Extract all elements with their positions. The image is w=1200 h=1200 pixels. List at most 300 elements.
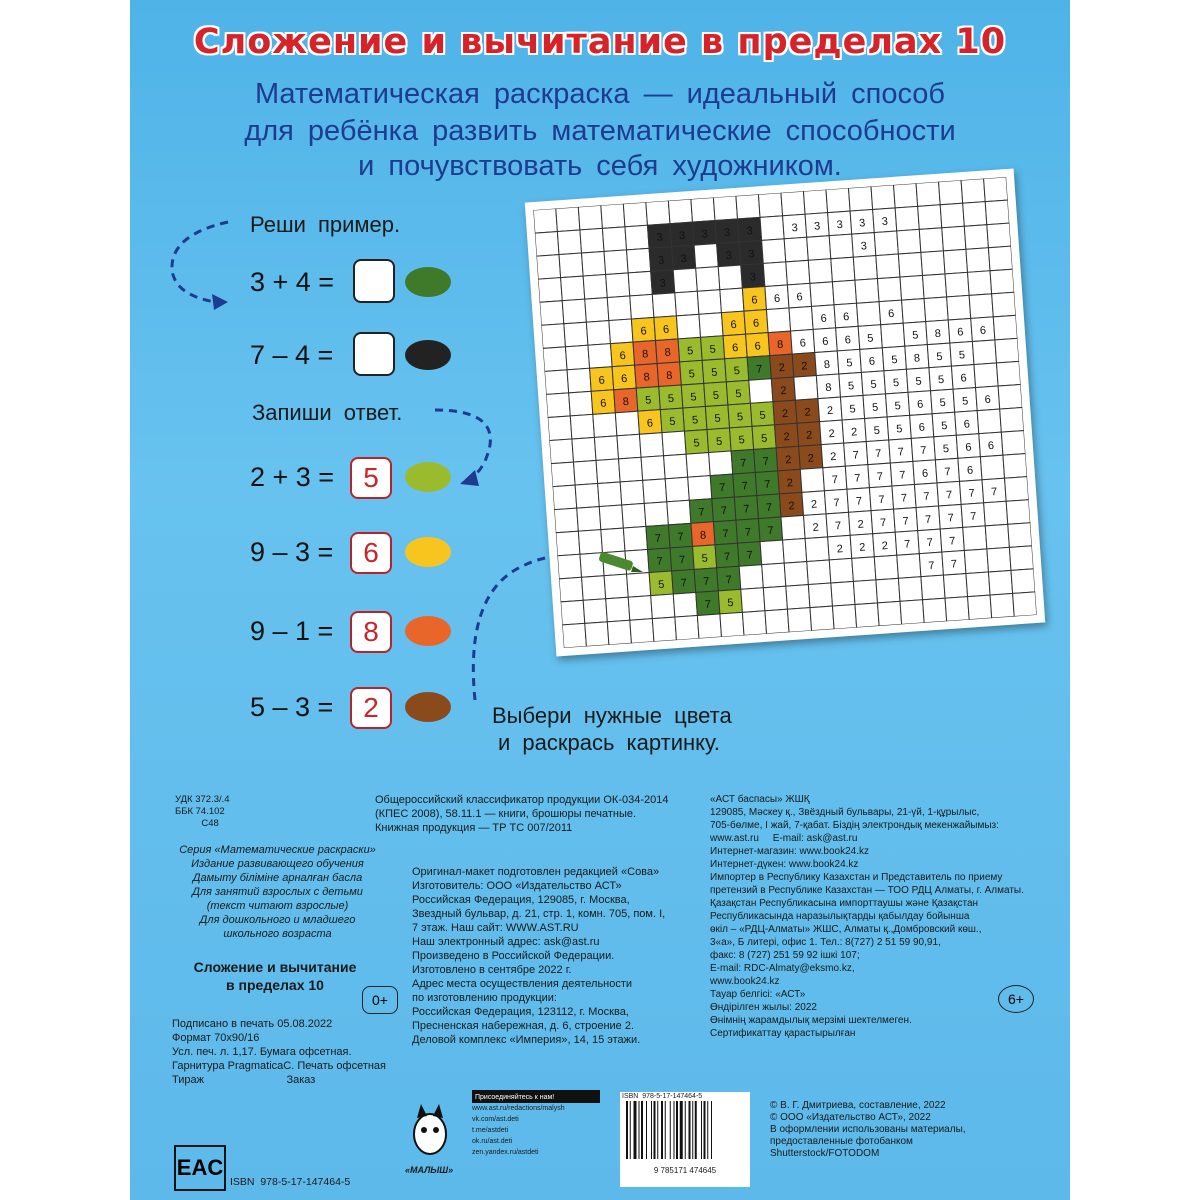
- grid-cell[interactable]: [567, 368, 591, 393]
- grid-cell-number: 2: [828, 427, 836, 441]
- grid-cell[interactable]: [943, 249, 967, 274]
- grid-cell[interactable]: [1006, 500, 1030, 525]
- grid-cell[interactable]: [972, 340, 996, 365]
- grid-cell[interactable]: [945, 597, 969, 622]
- grid-cell[interactable]: [709, 451, 733, 476]
- grid-cell-number: 2: [857, 518, 865, 531]
- grid-cell[interactable]: [848, 186, 872, 211]
- grid-cell[interactable]: [895, 206, 919, 231]
- grid-cell[interactable]: [601, 204, 625, 229]
- grid-cell-number: 6: [773, 292, 781, 306]
- grid-cell[interactable]: [675, 291, 699, 316]
- grid-cell[interactable]: [940, 203, 964, 228]
- grid-cell[interactable]: [781, 515, 805, 540]
- grid-cell-number: 7: [924, 513, 932, 527]
- grid-cell-number: 7: [718, 481, 726, 495]
- grid-cell-number: 8: [643, 371, 651, 384]
- grid-cell[interactable]: [559, 253, 583, 278]
- grid-cell[interactable]: [942, 226, 966, 251]
- grid-cell[interactable]: [574, 460, 598, 485]
- grid-cell[interactable]: [736, 194, 760, 219]
- isbn-text: ISBN 978-5-17-147464-5: [230, 1176, 351, 1188]
- grid-cell[interactable]: [923, 598, 947, 623]
- grid-cell-number: 7: [948, 535, 956, 548]
- grid-cell[interactable]: [810, 606, 834, 631]
- grid-cell[interactable]: [968, 271, 992, 296]
- grid-cell[interactable]: [855, 279, 879, 304]
- grid-cell[interactable]: [758, 193, 782, 218]
- grid-cell[interactable]: [831, 581, 855, 606]
- social-link[interactable]: ok.ru/ast.deti: [472, 1138, 513, 1145]
- grid-cell[interactable]: [594, 436, 618, 461]
- grid-cell-number: 5: [734, 388, 742, 401]
- answer-box: 8: [350, 611, 392, 653]
- grid-cell-number: 8: [934, 327, 942, 341]
- grid-cell[interactable]: [562, 299, 586, 324]
- grid-cell[interactable]: [556, 207, 580, 232]
- grid-cell[interactable]: [990, 269, 1014, 294]
- social-link[interactable]: vk.com/ast.deti: [472, 1116, 519, 1123]
- grid-cell[interactable]: [551, 462, 575, 487]
- grid-cell[interactable]: [966, 572, 990, 597]
- grid-cell[interactable]: [762, 563, 786, 588]
- answer-box-empty[interactable]: [353, 259, 395, 303]
- grid-cell[interactable]: [810, 282, 834, 307]
- grid-cell-number: 2: [829, 450, 837, 464]
- grid-cell[interactable]: [607, 620, 631, 645]
- grid-cell[interactable]: [556, 531, 580, 556]
- grid-cell-number: 3: [701, 228, 709, 241]
- grid-cell-number: 6: [964, 441, 972, 454]
- grid-cell[interactable]: [900, 600, 924, 625]
- grid-cell-number: 7: [928, 559, 935, 573]
- grid-cell[interactable]: [606, 597, 630, 622]
- grid-cell-number: 7: [677, 531, 685, 544]
- grid-cell[interactable]: [857, 302, 881, 327]
- grid-cell[interactable]: [781, 191, 805, 216]
- grid-cell[interactable]: [900, 275, 924, 300]
- grid-cell-number: 8: [823, 358, 831, 372]
- grid-cell[interactable]: [853, 256, 877, 281]
- grid-cell[interactable]: [536, 255, 560, 280]
- grid-cell[interactable]: [535, 232, 559, 257]
- grid-cell[interactable]: [699, 313, 723, 338]
- social-link[interactable]: www.ast.ru/redactions/malysh: [472, 1105, 565, 1112]
- grid-cell[interactable]: [963, 202, 987, 227]
- grid-cell[interactable]: [1013, 592, 1037, 617]
- grid-cell[interactable]: [548, 416, 572, 441]
- grid-cell[interactable]: [582, 576, 606, 601]
- grid-cell[interactable]: [794, 376, 818, 401]
- grid-cell[interactable]: [627, 248, 651, 273]
- grid-cell[interactable]: [564, 322, 588, 347]
- grid-cell[interactable]: [1005, 477, 1029, 502]
- grid-cell-number: 6: [956, 326, 964, 339]
- grid-cell[interactable]: [646, 201, 670, 226]
- grid-cell[interactable]: [919, 228, 943, 253]
- grid-cell[interactable]: [749, 379, 773, 404]
- grid-cell[interactable]: [697, 614, 721, 639]
- grid-cell-number: 2: [800, 360, 808, 373]
- age-badge: 6+: [998, 985, 1034, 1013]
- grid-cell-number: 7: [855, 495, 863, 508]
- grid-cell-number: 2: [781, 407, 789, 421]
- grid-cell-number: 3: [680, 252, 688, 266]
- grid-cell[interactable]: [1003, 454, 1027, 479]
- grid-cell[interactable]: [570, 414, 594, 439]
- grid-cell[interactable]: [639, 433, 663, 458]
- grid-cell[interactable]: [583, 599, 607, 624]
- grid-cell[interactable]: [763, 262, 787, 287]
- grid-cell-number: 7: [899, 469, 907, 482]
- grid-cell[interactable]: [667, 500, 691, 525]
- grid-cell[interactable]: [1008, 523, 1032, 548]
- grid-cell[interactable]: [561, 600, 585, 625]
- grid-cell[interactable]: [619, 457, 643, 482]
- grid-cell-number: 2: [836, 543, 844, 556]
- grid-cell[interactable]: [652, 293, 676, 318]
- grid-cell[interactable]: [877, 277, 901, 302]
- grid-cell-number: 5: [942, 442, 950, 456]
- grid-cell[interactable]: [984, 177, 1008, 202]
- grid-cell[interactable]: [855, 603, 879, 628]
- grid-cell[interactable]: [964, 549, 988, 574]
- grid-cell[interactable]: [763, 586, 787, 611]
- grid-cell-number: 5: [759, 409, 767, 422]
- grid-cell-number: 7: [852, 449, 860, 462]
- grid-cell[interactable]: [1001, 431, 1025, 456]
- grid-cell[interactable]: [786, 585, 810, 610]
- grid-cell[interactable]: [898, 577, 922, 602]
- grid-cell[interactable]: [622, 503, 646, 528]
- grid-cell[interactable]: [664, 454, 688, 479]
- grid-cell-number: 7: [874, 447, 882, 461]
- grid-cell-number: 3: [860, 240, 868, 253]
- grid-cell-number: 5: [760, 432, 768, 445]
- grid-cell[interactable]: [783, 538, 807, 563]
- grid-cell[interactable]: [609, 319, 633, 344]
- grid-cell[interactable]: [582, 251, 606, 276]
- grid-cell[interactable]: [921, 575, 945, 600]
- grid-cell[interactable]: [559, 577, 583, 602]
- grid-cell-number: 5: [845, 357, 853, 370]
- grid-cell-number: 6: [887, 307, 895, 321]
- grid-cell[interactable]: [921, 251, 945, 276]
- grid-cell[interactable]: [897, 229, 921, 254]
- grid-cell[interactable]: [988, 246, 1012, 271]
- grid-cell[interactable]: [553, 485, 577, 510]
- grid-cell[interactable]: [832, 280, 856, 305]
- grid-cell[interactable]: [805, 537, 829, 562]
- grid-cell[interactable]: [874, 231, 898, 256]
- grid-cell-number: 7: [744, 526, 752, 539]
- grid-cell[interactable]: [829, 558, 853, 583]
- grid-cell[interactable]: [688, 476, 712, 501]
- grid-cell[interactable]: [987, 223, 1011, 248]
- grid-cell-number: 3: [746, 225, 754, 238]
- choose-label-2: и раскрась картинку.: [498, 730, 720, 755]
- grid-cell[interactable]: [628, 596, 652, 621]
- grid-cell[interactable]: [675, 616, 699, 641]
- grid-cell-number: 7: [680, 577, 688, 590]
- grid-cell[interactable]: [562, 623, 586, 648]
- grid-cell[interactable]: [980, 455, 1004, 480]
- grid-cell-number: 8: [699, 529, 707, 542]
- grid-cell-number: 7: [950, 558, 958, 571]
- grid-cell[interactable]: [947, 295, 971, 320]
- grid-cell[interactable]: [686, 453, 710, 478]
- grid-cell[interactable]: [789, 306, 813, 331]
- grid-cell-number: 6: [754, 340, 762, 353]
- grid-cell[interactable]: [881, 323, 905, 348]
- grid-cell[interactable]: [829, 234, 853, 259]
- grid-cell-number: 5: [892, 376, 900, 390]
- grid-cell[interactable]: [878, 601, 902, 626]
- grid-cell[interactable]: [565, 345, 589, 370]
- grid-cell[interactable]: [662, 431, 686, 456]
- grid-cell[interactable]: [985, 200, 1009, 225]
- grid-cell[interactable]: [585, 622, 609, 647]
- grid-cell[interactable]: [943, 574, 967, 599]
- grid-cell[interactable]: [676, 314, 700, 339]
- grid-cell[interactable]: [557, 230, 581, 255]
- grid-cell[interactable]: [586, 321, 610, 346]
- grid-cell-number: 6: [921, 467, 929, 481]
- grid-cell[interactable]: [628, 271, 652, 296]
- grid-cell[interactable]: [760, 540, 784, 565]
- grid-cell[interactable]: [992, 292, 1016, 317]
- grid-cell[interactable]: [569, 391, 593, 416]
- grid-cell[interactable]: [577, 507, 601, 532]
- grid-cell[interactable]: [853, 580, 877, 605]
- grid-cell[interactable]: [561, 276, 585, 301]
- grid-cell-number: 2: [850, 426, 858, 439]
- grid-cell[interactable]: [939, 180, 963, 205]
- grid-cell[interactable]: [985, 524, 1009, 549]
- grid-cell[interactable]: [787, 608, 811, 633]
- grid-cell[interactable]: [766, 308, 790, 333]
- grid-cell-number: 3: [858, 217, 866, 230]
- grid-cell[interactable]: [808, 259, 832, 284]
- grid-cell[interactable]: [741, 588, 765, 613]
- grid-cell[interactable]: [826, 188, 850, 213]
- grid-cell[interactable]: [803, 190, 827, 215]
- grid-cell-number: 6: [868, 355, 876, 368]
- grid-cell[interactable]: [871, 185, 895, 210]
- grid-cell[interactable]: [538, 278, 562, 303]
- grid-cell[interactable]: [557, 554, 581, 579]
- grid-cell[interactable]: [599, 505, 623, 530]
- grid-cell[interactable]: [1011, 569, 1035, 594]
- grid-cell[interactable]: [583, 274, 607, 299]
- grid-cell-number: 7: [704, 598, 712, 612]
- grid-cell-number: 3: [836, 218, 844, 232]
- grid-cell-number: 5: [871, 401, 879, 415]
- grid-cell[interactable]: [718, 265, 742, 290]
- grid-cell[interactable]: [924, 297, 948, 322]
- grid-cell[interactable]: [977, 409, 1001, 434]
- grid-cell[interactable]: [852, 557, 876, 582]
- grid-cell[interactable]: [784, 562, 808, 587]
- grid-cell[interactable]: [593, 413, 617, 438]
- manufacturer-info: Оригинал-макет подготовлен редакцией «Сова» Изготовитель: ООО «Издательство АСТ» Российская Федерация, 129085, г. Москва, Звездный бульвар, д. 21, стр. 1, комн. 705, пом. I, 7 этаж. Наш сайт: WWW.AST.RU Наш электронный адрес: ask@ast.ru Произведено в Российской Федерации. Изготовлено в сентябре 2022 г. Адрес места осуществления деятельности по изготовлению продукции: Российская Федерация, 123112, г. Москва, Пресненская набережная, д. 6, строение 2. Деловой комплекс «Империя», 14, 15 этажи.: [412, 866, 666, 1046]
- grid-cell[interactable]: [998, 384, 1022, 409]
- grid-cell[interactable]: [995, 338, 1019, 363]
- grid-cell[interactable]: [765, 609, 789, 634]
- grid-cell-number: 8: [913, 352, 921, 365]
- equation-1: [250, 267, 334, 298]
- grid-cell[interactable]: [897, 554, 921, 579]
- grid-cell[interactable]: [786, 260, 810, 285]
- grid-cell[interactable]: [987, 547, 1011, 572]
- grid-cell[interactable]: [990, 593, 1014, 618]
- grid-cell[interactable]: [961, 179, 985, 204]
- grid-cell[interactable]: [918, 205, 942, 230]
- grid-cell[interactable]: [615, 411, 639, 436]
- grid-cell[interactable]: [617, 434, 641, 459]
- grid-cell-number: 5: [726, 597, 734, 610]
- grid-cell[interactable]: [602, 227, 626, 252]
- grid-cell[interactable]: [630, 619, 654, 644]
- grid-cell[interactable]: [966, 248, 990, 273]
- grid-cell[interactable]: [696, 267, 720, 292]
- grid-cell[interactable]: [713, 196, 737, 221]
- grid-cell[interactable]: [964, 225, 988, 250]
- grid-cell[interactable]: [578, 205, 602, 230]
- grid-cell[interactable]: [993, 315, 1017, 340]
- grid-cell[interactable]: [898, 252, 922, 277]
- grid-cell-number: 7: [765, 501, 773, 515]
- social-link[interactable]: t.me/astdeti: [472, 1127, 509, 1134]
- grid-cell[interactable]: [984, 501, 1008, 526]
- grid-cell[interactable]: [588, 344, 612, 369]
- grid-cell[interactable]: [760, 216, 784, 241]
- grid-cell-number: 7: [656, 555, 664, 569]
- grid-cell[interactable]: [673, 592, 697, 617]
- grid-cell[interactable]: [831, 257, 855, 282]
- grid-cell[interactable]: [996, 361, 1020, 386]
- grid-cell[interactable]: [988, 570, 1012, 595]
- grid-cell-number: 5: [940, 419, 948, 433]
- grid-cell[interactable]: [697, 290, 721, 315]
- grid-cell[interactable]: [691, 197, 715, 222]
- grid-cell[interactable]: [541, 324, 565, 349]
- publisher-logo: [405, 1100, 465, 1180]
- grid-cell[interactable]: [922, 274, 946, 299]
- grid-cell-number: 7: [968, 487, 976, 500]
- grid-cell-number: 7: [678, 554, 686, 567]
- grid-cell-number: 2: [826, 404, 834, 418]
- grid-cell[interactable]: [807, 560, 831, 585]
- grid-cell[interactable]: [643, 479, 667, 504]
- grid-cell[interactable]: [876, 578, 900, 603]
- grid-cell[interactable]: [630, 294, 654, 319]
- grid-cell[interactable]: [720, 612, 744, 637]
- social-link[interactable]: zen.yandex.ru/astdeti: [472, 1149, 539, 1156]
- grid-cell[interactable]: [784, 237, 808, 262]
- grid-cell[interactable]: [549, 439, 573, 464]
- grid-cell[interactable]: [1009, 546, 1033, 571]
- grid-cell[interactable]: [641, 456, 665, 481]
- grid-cell[interactable]: [585, 298, 609, 323]
- grid-cell[interactable]: [963, 526, 987, 551]
- barcode: [620, 1092, 750, 1187]
- grid-cell-number: 5: [936, 350, 943, 364]
- grid-cell[interactable]: [968, 595, 992, 620]
- grid-cell[interactable]: [808, 583, 832, 608]
- grid-cell[interactable]: [974, 363, 998, 388]
- grid-cell[interactable]: [832, 604, 856, 629]
- grid-cell-number: 6: [751, 294, 759, 307]
- grid-cell[interactable]: [1000, 407, 1024, 432]
- grid-cell[interactable]: [598, 482, 622, 507]
- grid-cell[interactable]: [894, 183, 918, 208]
- grid-cell[interactable]: [874, 555, 898, 580]
- grid-cell[interactable]: [739, 565, 763, 590]
- grid-cell[interactable]: [762, 239, 786, 264]
- grid-cell-number: 7: [834, 520, 842, 533]
- grid-cell[interactable]: [807, 236, 831, 261]
- grid-cell[interactable]: [902, 299, 926, 324]
- grid-cell[interactable]: [644, 502, 668, 527]
- grid-cell[interactable]: [533, 208, 557, 233]
- grid-cell-number: 6: [796, 291, 804, 304]
- grid-cell[interactable]: [916, 182, 940, 207]
- grid-cell-number: 3: [791, 221, 799, 235]
- grid-cell-number: 2: [788, 500, 796, 513]
- grid-cell[interactable]: [800, 468, 824, 493]
- grid-cell[interactable]: [575, 484, 599, 509]
- grid-cell[interactable]: [540, 301, 564, 326]
- grid-cell[interactable]: [545, 370, 569, 395]
- grid-cell[interactable]: [625, 225, 649, 250]
- grid-cell-number: 5: [669, 415, 677, 429]
- grid-cell[interactable]: [572, 437, 596, 462]
- grid-cell[interactable]: [620, 480, 644, 505]
- grid-cell[interactable]: [596, 459, 620, 484]
- equation-expression: 3 + 4 =: [250, 267, 335, 297]
- grid-cell[interactable]: [606, 273, 630, 298]
- grid-cell[interactable]: [604, 250, 628, 275]
- grid-cell[interactable]: [969, 294, 993, 319]
- grid-cell-number: 5: [866, 332, 874, 345]
- grid-cell-number: 3: [725, 249, 733, 263]
- grid-cell[interactable]: [694, 244, 718, 269]
- grid-cell[interactable]: [876, 254, 900, 279]
- grid-cell[interactable]: [668, 199, 692, 224]
- grid-cell[interactable]: [623, 202, 647, 227]
- grid-cell[interactable]: [673, 268, 697, 293]
- coloring-grid-sheet: [525, 168, 1046, 656]
- grid-cell[interactable]: [720, 288, 744, 313]
- grid-cell[interactable]: [945, 272, 969, 297]
- grid-cell-number: 2: [780, 384, 787, 398]
- classifier-info: Общероссийский классификатор продукции ОК-034-2014 (КПЕС 2008), 58.11.1 — книги, брошюры печатные. Книжная продукция — ТР ТС 007/2011: [375, 794, 669, 834]
- grid-cell[interactable]: [554, 508, 578, 533]
- grid-cell-number: 7: [878, 493, 886, 507]
- grid-cell[interactable]: [546, 393, 570, 418]
- grid-cell[interactable]: [665, 477, 689, 502]
- grid-cell[interactable]: [742, 611, 766, 636]
- grid-cell[interactable]: [580, 228, 604, 253]
- grid-cell-number: 6: [918, 421, 926, 434]
- answer-box-empty[interactable]: [353, 332, 395, 376]
- grid-cell[interactable]: [652, 617, 676, 642]
- equation-expression: 2 + 3 =: [250, 462, 335, 492]
- grid-cell[interactable]: [607, 296, 631, 321]
- grid-cell[interactable]: [543, 347, 567, 372]
- grid-cell[interactable]: [651, 594, 675, 619]
